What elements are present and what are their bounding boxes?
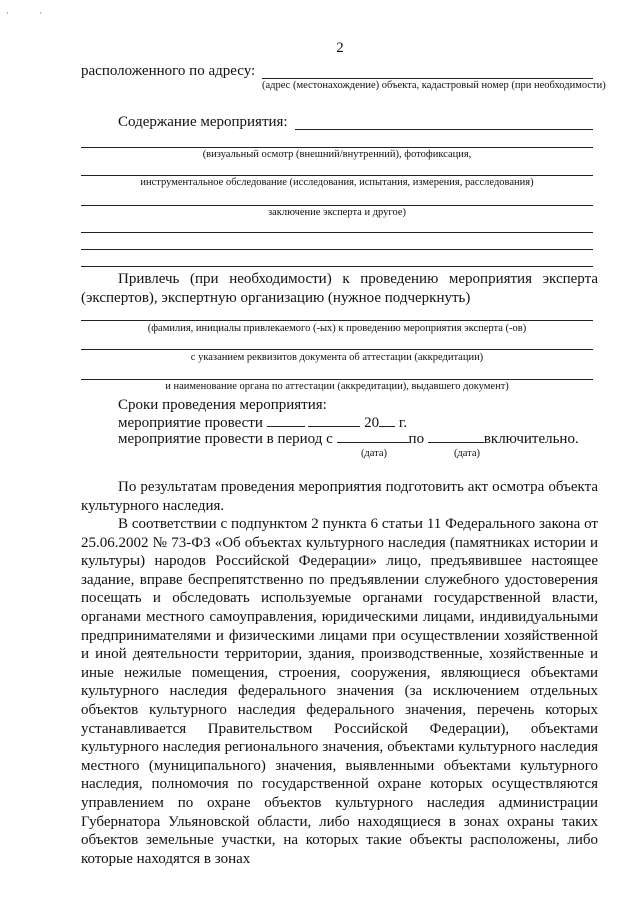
- page-number: 2: [336, 40, 344, 56]
- content-caption-3: заключение эксперта и другое): [268, 207, 406, 218]
- year-prefix: 20: [364, 415, 380, 431]
- result-paragraph-text: По результатам проведения мероприятия подготовить акт осмотра объекта культурного наследия.: [81, 479, 598, 514]
- content-line-1: [295, 129, 593, 130]
- content-line-4: [81, 205, 593, 206]
- terms-line-2: [118, 430, 579, 448]
- scan-marks: · ·: [6, 8, 57, 18]
- day-blank: [267, 414, 305, 427]
- expert-paragraph: [81, 270, 598, 307]
- month-blank: [308, 414, 360, 427]
- terms-line-2-mid: по: [408, 431, 425, 447]
- expert-paragraph-text: Привлечь (при необходимости) к проведению мероприятия эксперта (экспертов), экспертную организацию (нужное подчеркнуть): [81, 271, 598, 306]
- expert-line-3: [81, 379, 593, 380]
- terms-line-2-prefix: мероприятие провести в период с: [118, 431, 333, 447]
- law-paragraph: [81, 515, 598, 868]
- content-line-3: [81, 175, 593, 176]
- expert-line-2: [81, 349, 593, 350]
- content-caption-1: (визуальный осмотр (внешний/внутренний), фотофиксация,: [202, 149, 472, 160]
- content-line-6: [81, 249, 593, 250]
- content-line-5: [81, 232, 593, 233]
- terms-title: Сроки проведения мероприятия:: [118, 397, 327, 413]
- address-caption: (адрес (местонахождение) объекта, кадастровый номер (при необходимости): [262, 80, 606, 91]
- date-from-caption: (дата): [360, 448, 388, 459]
- expert-caption-2: с указанием реквизитов документа об аттестации (аккредитации): [190, 352, 484, 363]
- address-line: [262, 78, 593, 79]
- terms-line-2-suffix: включительно.: [483, 431, 579, 447]
- content-caption-2: инструментальное обследование (исследования, испытания, измерения, расследования): [140, 177, 534, 188]
- date-from-blank: [337, 430, 409, 443]
- terms-line-1-prefix: мероприятие провести: [118, 415, 263, 431]
- expert-caption-1: (фамилия, инициалы привлекаемого (-ых) к проведению мероприятия эксперта (-ов): [147, 323, 527, 334]
- address-label: расположенного по адресу:: [81, 63, 256, 79]
- content-label: Содержание мероприятия:: [118, 114, 288, 130]
- date-to-blank: [428, 430, 484, 443]
- result-paragraph: [81, 478, 598, 515]
- expert-caption-3: и наименование органа по аттестации (аккредитации), выдавшего документ): [165, 381, 509, 392]
- year-blank: [379, 414, 395, 427]
- content-line-7: [81, 266, 593, 267]
- content-line-2: [81, 147, 593, 148]
- law-paragraph-text: В соответствии с подпунктом 2 пункта 6 статьи 11 Федерального закона от 25.06.2002 № 73-ФЗ «Об объектах культурного наследия (памятниках истории и культуры) народов Российской Федерации» лицо, предъявившее настоящее задание, вправе беспрепятственно по предъявлении служебного удостоверения посещать и обследовать используемые органами государственной власти, органами местного самоуправления, юридическими лицами, индивидуальными предпринимателями и физическими лицами при осуществлении хозяйственной и иной деятельности территории, здания, производственные, хозяйственные и иные нежилые помещения, строения, сооружения, являющиеся объектами культурного наследия федерального значения (за исключением отдельных объектов культурного наследия федерального значения, перечень которых устанавливается Правительством Российской Федерации), объектами культурного наследия регионального значения, объектами культурного наследия местного (муниципального) значения, выявленными объектами культурного наследия, полномочия по государственной охране которых осуществляются управлением по охране объектов культурного наследия администрации Губернатора Ульяновской области, либо находящиеся в зонах охраны таких объектов земельные участки, на которых такие объекты расположены, либо которые находятся в зонах: [81, 516, 598, 867]
- expert-line-1: [81, 320, 593, 321]
- terms-line-1-suffix: г.: [398, 415, 408, 431]
- date-to-caption: (дата): [453, 448, 481, 459]
